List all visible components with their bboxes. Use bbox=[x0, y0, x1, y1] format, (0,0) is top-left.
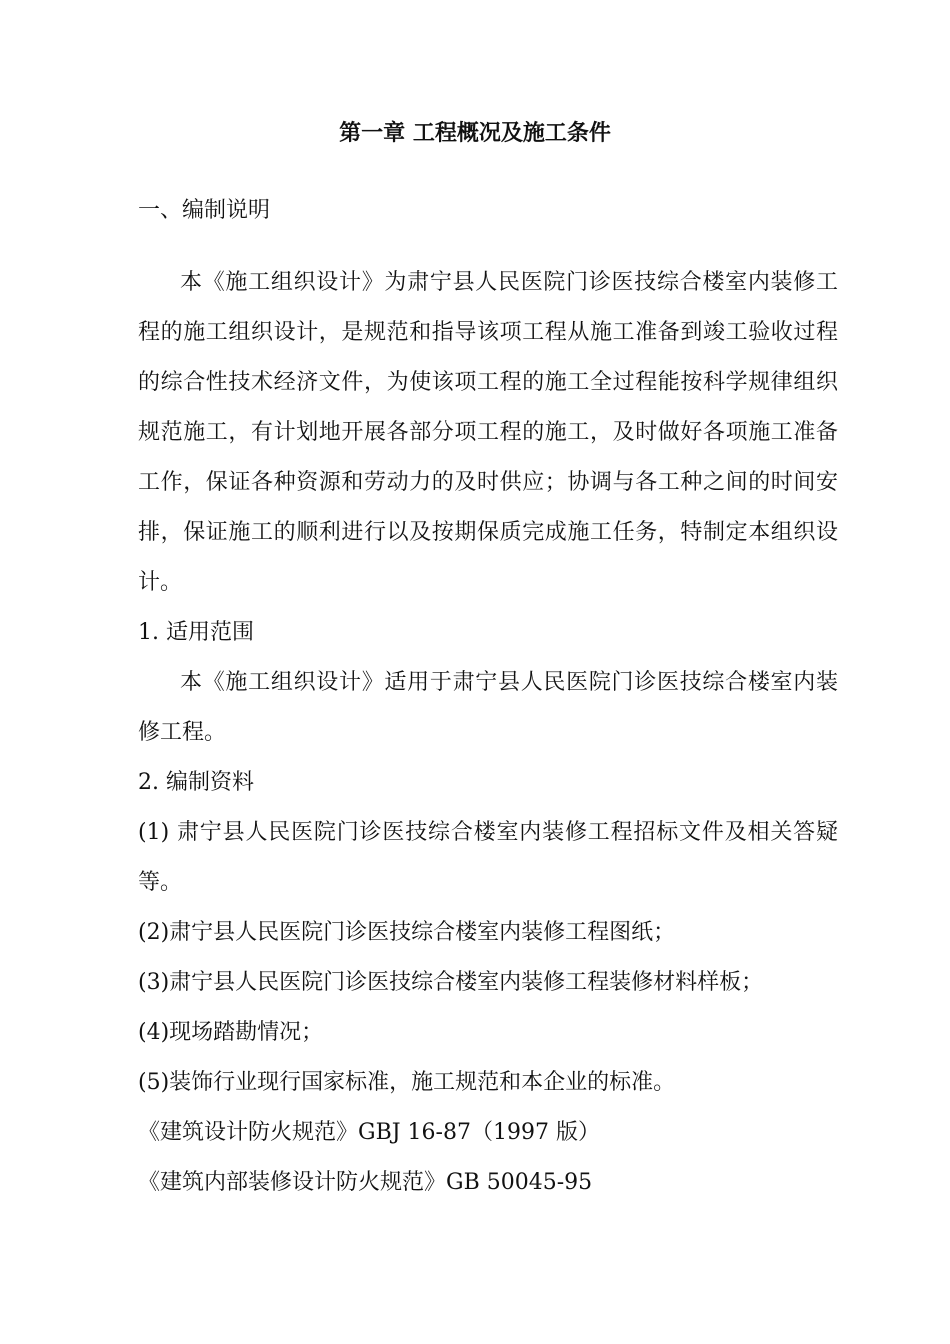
paragraph-line: 本《施工组织设计》为肃宁县人民医院门诊医技综合楼室内装修工 bbox=[180, 270, 838, 295]
paragraph-line: 本《施工组织设计》适用于肃宁县人民医院门诊医技综合楼室内装 bbox=[180, 670, 838, 695]
list-item: (3)肃宁县人民医院门诊医技综合楼室内装修工程装修材料样板； bbox=[138, 970, 764, 995]
paragraph-line: 计。 bbox=[138, 570, 183, 595]
standard-reference: 《建筑设计防火规范》GBJ 16-87（1997 版） bbox=[138, 1120, 600, 1145]
section-heading-materials: 2. 编制资料 bbox=[138, 770, 254, 795]
list-item: (1) 肃宁县人民医院门诊医技综合楼室内装修工程招标文件及相关答疑 bbox=[138, 820, 838, 845]
standard-reference: 《建筑内部装修设计防火规范》GB 50045-95 bbox=[138, 1170, 593, 1195]
section-heading-scope: 1. 适用范围 bbox=[138, 620, 254, 645]
section-heading-compilation-notes: 一、编制说明 bbox=[138, 198, 271, 223]
paragraph-line: 程的施工组织设计，是规范和指导该项工程从施工准备到竣工验收过程 bbox=[138, 320, 838, 345]
list-item: 等。 bbox=[138, 870, 183, 895]
paragraph-line: 规范施工，有计划地开展各部分项工程的施工，及时做好各项施工准备 bbox=[138, 420, 838, 445]
list-item: (2)肃宁县人民医院门诊医技综合楼室内装修工程图纸； bbox=[138, 920, 676, 945]
list-item: (4)现场踏勘情况； bbox=[138, 1020, 324, 1045]
paragraph-line: 工作，保证各种资源和劳动力的及时供应；协调与各工种之间的时间安 bbox=[138, 470, 838, 495]
paragraph-line: 修工程。 bbox=[138, 720, 227, 745]
paragraph-line: 排，保证施工的顺利进行以及按期保质完成施工任务，特制定本组织设 bbox=[138, 520, 838, 545]
list-item: (5)装饰行业现行国家标准，施工规范和本企业的标准。 bbox=[138, 1070, 676, 1095]
chapter-title: 第一章 工程概况及施工条件 bbox=[339, 120, 611, 146]
paragraph-line: 的综合性技术经济文件，为使该项工程的施工全过程能按科学规律组织 bbox=[138, 370, 838, 395]
